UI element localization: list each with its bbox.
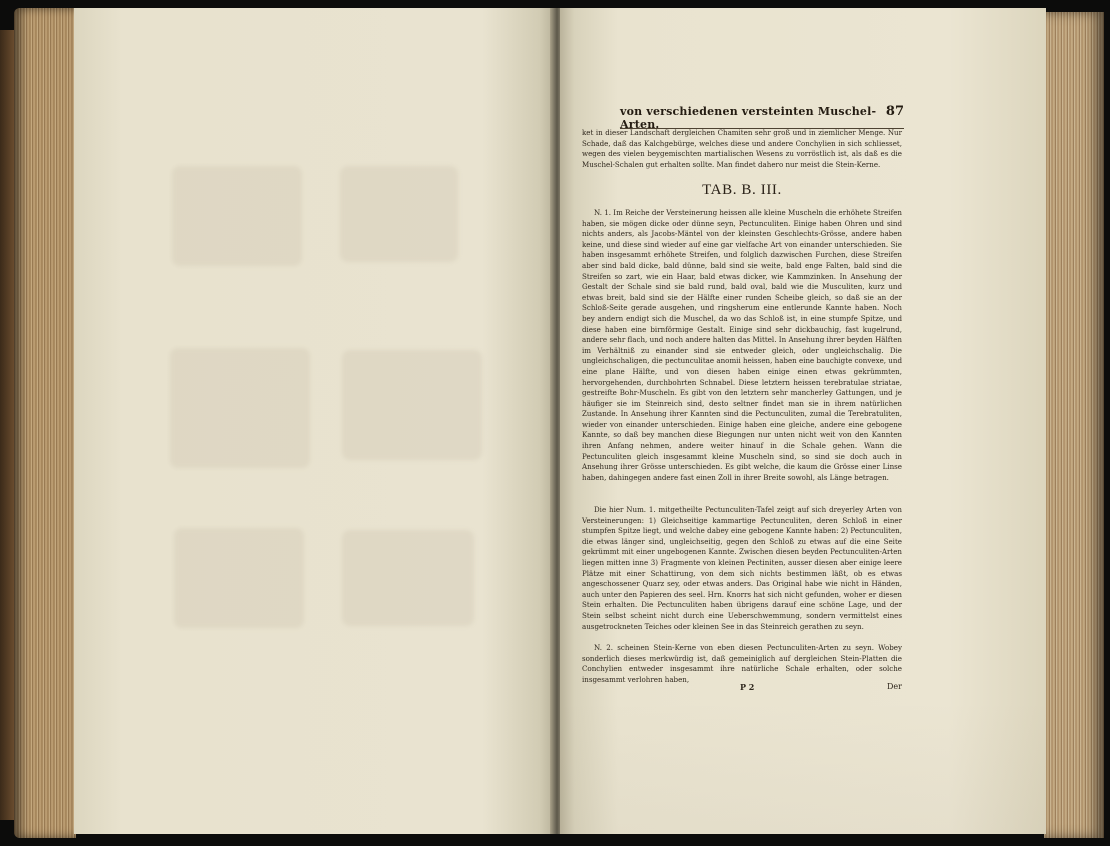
- page-block-edge-right: [1044, 12, 1104, 838]
- show-through-plate: [174, 528, 304, 628]
- paragraph-n1: N. 1. Im Reiche der Versteinerung heissen alle kleine Muscheln die erhöhete Streifen haben, sie mögen dicke oder dünne seyn, Pectunculiten. Einige haben Ohren und sind nichts anders, als Jacobs-Mäntel von der kleinsten Geschlechts-Grösse, andere haben keine, und diese sind wieder auf eine gar vielfache Art von einander unterschieden. Sie haben insgesammt erhöhete Streifen, und folglich dazwischen Furchen, diese Streifen aber sind bald dicke, bald dünne, bald sind sie weite, bald enge Falten, bald sind die Streifen so zart, wie ein Haar, bald etwas dicker, wie Kammzinken. In Ansehung der Gestalt der Schale sind sie bald rund, bald oval, bald wie die Musculiten, kurz und etwas breit, bald sind sie der Hälfte einer runden Scheibe gleich, so daß sie an der Schloß-Seite gerade ausgehen, und ringsherum eine entlerunde Kannte haben. Noch bey andern endigt sich die Muschel, da wo das Schloß ist, in eine stumpfe Spitze, und diese haben eine birnförmige Gestalt. Einige sind sehr dickbauchig, fast kugelrund, andere sehr flach, und noch andere halten das Mittel. In Ansehung ihrer beyden Hälften im Verhältniß zu einander sind sie entweder gleich, oder ungleichschalig. Die ungleichschaligen, die pectunculitae anomii heissen, haben eine bauchigte convexe, und eine plane Hälfte, und von diesen haben einige einen etwas gekrümmten, hervorgehenden, durchbohrten Schnabel. Diese letztern heissen terebratulae striatae, gestreifte Bohr-Muscheln. Es gibt von den letztern sehr mancherley Gattungen, und je häufiger sie im Steinreich sind, desto seltner findet man sie in ihrem natürlichen Zustande. In Ansehung ihrer Kannten sind die Pectunculiten, zumal die Terebratuliten, wieder von einander unterschieden. Einige haben eine gleiche, andere eine gebogene Kannte, so daß bey manchen diese Biegungen nur unten nicht weit von den Kannten ihren Anfang nehmen, andere weiter hinauf in die Schale gehen. Wann die Pectunculiten gleich insgesammt kleine Muscheln sind, so sind sie doch auch in Ansehung ihrer Grösse unterschieden. Es gibt welche, die kaum die Grösse einer Linse haben, dahingegen andere fast einen Zoll in ihrer Breite sowohl, als Länge betragen.: [582, 208, 903, 482]
- plate-title: TAB. B. III.: [702, 182, 782, 198]
- show-through-plate: [170, 348, 310, 468]
- page-shading: [560, 700, 1046, 834]
- paragraph-plate-description: Die hier Num. 1. mitgetheilte Pectunculiten-Tafel zeigt auf sich dreyerley Arten von Versteinerungen: 1) Gleichseitige kammartige Pectunculiten, deren Schloß in einer stumpfen Spitze liegt, und welche dabey eine gebogene Kannte haben: 2) Pectunculiten, die etwas länger sind, ungleichseitig, gegen den Schloß zu etwas auf die eine Seite gekrümmt mit einer ungebogenen Kannte. Zwischen diesen beyden Pectunculiten-Arten liegen mitten inne 3) Fragmente von kleinen Pectiniten, ausser diesen aber einige leere Plätze mit einer Schattirung, von dem sich nichts bestimmen läßt, ob es etwas angeschossener Quarz sey, oder etwas anders. Das Original habe wie nicht in Händen, auch unter den Papieren des seel. Hrn. Knorrs hat sich nicht gefunden, woher er diesen Stein erhalten. Die Pectunculiten haben übrigens darauf eine schöne Lage, und der Stein selbst scheint nicht durch eine Ueberschwemmung, sondern vermittelst eines ausgetrockneten Teiches oder kleinen See in das Steinreich gerathen zu seyn.: [582, 505, 902, 631]
- signature-mark: P 2: [740, 682, 755, 692]
- paragraph-n2: N. 2. scheinen Stein-Kerne von eben diesen Pectunculiten-Arten zu seyn. Wobey sonderlich dieses merkwürdig ist, daß gemeiniglich auf dergleichen Stein-Platten die Conchylien entweder insgesammt ihre natürliche Schale erhalten, oder solche insgesammt verlohren haben,: [582, 643, 902, 684]
- page-block-edge-left: [14, 8, 76, 838]
- left-page: [74, 8, 554, 834]
- show-through-plate: [342, 530, 474, 626]
- show-through-plate: [172, 166, 302, 266]
- page-number: 87: [885, 104, 904, 119]
- page-footer: [582, 682, 902, 694]
- intro-paragraph: ket in dieser Landschaft dergleichen Chamiten sehr groß und in ziemlicher Menge. Nur Schade, daß das Kalchgebürge, welches diese und andere Conchylien in sich schliesset, wegen des vielen beygemischten martialischen Wesens zu vorröstlich ist, als daß es die Muschel-Schalen gut erhalten sollte. Man findet dahero nur meist die Stein-Kerne.: [582, 128, 902, 169]
- page-header: [620, 104, 904, 129]
- catchword: Der: [887, 682, 902, 691]
- running-head: von verschiedenen versteinten Muschel-Arten.: [620, 105, 877, 131]
- show-through-plate: [342, 350, 482, 460]
- show-through-plate: [340, 166, 458, 262]
